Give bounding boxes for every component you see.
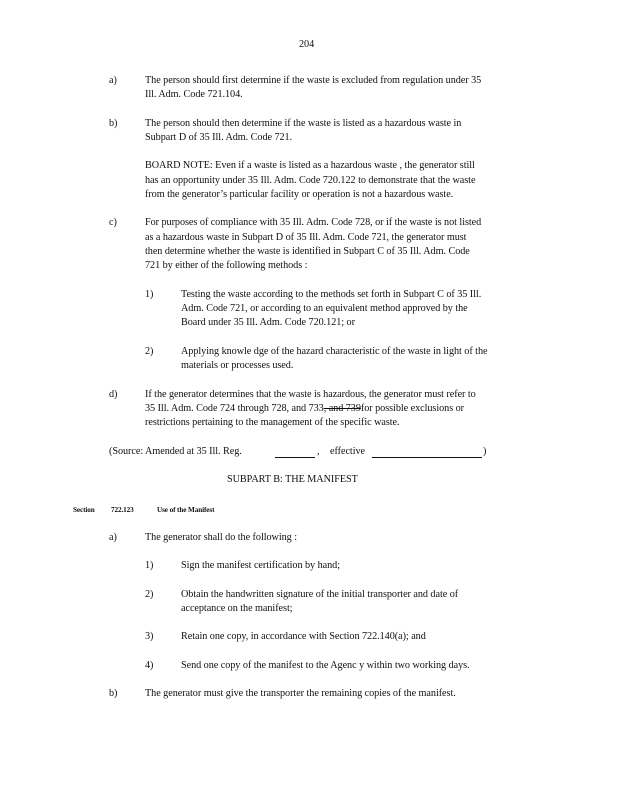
sec-a2-line-1: Obtain the handwritten signature of the initial transporter and date of: [181, 589, 459, 600]
board-note-line-2: has an opportunity under 35 Ill. Adm. Code 720.122 to demonstrate that the waste: [145, 175, 476, 186]
para-c2-line-1: Applying knowle dge of the hazard characteristic of the waste in light of the: [181, 346, 488, 357]
source-separator: ,: [317, 446, 320, 457]
para-c-label: c): [109, 217, 117, 228]
para-b-label: b): [109, 118, 118, 129]
section-label: Section: [73, 506, 95, 514]
section-number: 722.123: [111, 506, 134, 514]
sec-a-label: a): [109, 532, 117, 543]
para-c1-line-1: Testing the waste according to the methods set forth in Subpart C of 35 Ill.: [181, 289, 482, 300]
sec-b-label: b): [109, 688, 118, 699]
source-close: ): [483, 446, 487, 457]
para-a-line-1: The person should first determine if the waste is excluded from regulation under 35: [145, 75, 482, 86]
source-effective-blank: [372, 457, 482, 458]
para-d-line-1: If the generator determines that the waste is hazardous, the generator must refer to: [145, 389, 476, 400]
sec-a4-label: 4): [145, 660, 154, 671]
para-c1-label: 1): [145, 289, 154, 300]
sec-a3-label: 3): [145, 631, 154, 642]
sec-a2-label: 2): [145, 589, 154, 600]
source-reg-blank: [275, 457, 315, 458]
para-a-line-2: Ill. Adm. Code 721.104.: [145, 89, 243, 100]
para-d-line-2-a: 35 Ill. Adm. Code 724 through 728, and 733: [145, 403, 324, 414]
sec-a-text: The generator shall do the following :: [145, 532, 298, 543]
board-note-line-3: from the generator’s particular facility or operation is not a hazardous waste.: [145, 189, 454, 200]
para-d-struck-text: , and 739: [323, 403, 361, 414]
para-c-line-2: as a hazardous waste in Subpart D of 35 Ill. Adm. Code 721, the generator must: [145, 232, 467, 243]
page-number: 204: [299, 39, 315, 50]
para-c-line-4: 721 by either of the following methods :: [145, 260, 308, 271]
sec-a3-text: Retain one copy, in accordance with Section 722.140(a); and: [181, 631, 426, 642]
para-b-line-1: The person should then determine if the waste is listed as a hazardous waste in: [145, 118, 462, 129]
para-b-line-2: Subpart D of 35 Ill. Adm. Code 721.: [145, 132, 293, 143]
source-effective: effective: [330, 446, 365, 457]
para-c2-line-2: materials or processes used.: [181, 360, 294, 371]
source-prefix: (Source: Amended at 35 Ill. Reg.: [109, 446, 242, 457]
para-c-line-3: then determine whether the waste is identified in Subpart C of 35 Ill. Adm. Code: [145, 246, 470, 257]
para-d-line-2-b: for possible exclusions or: [360, 403, 465, 414]
board-note-line-1: BOARD NOTE: Even if a waste is listed as a hazardous waste , the generator still: [145, 160, 475, 171]
para-c1-line-2: Adm. Code 721, or according to an equivalent method approved by the: [181, 303, 468, 314]
para-c1-line-3: Board under 35 Ill. Adm. Code 720.121; or: [181, 317, 355, 328]
para-a-label: a): [109, 75, 117, 86]
para-d-label: d): [109, 389, 118, 400]
subpart-heading: SUBPART B: THE MANIFEST: [227, 474, 358, 485]
sec-a1-label: 1): [145, 560, 154, 571]
sec-b-text: The generator must give the transporter the remaining copies of the manifest.: [145, 688, 456, 699]
sec-a2-line-2: acceptance on the manifest;: [181, 603, 293, 614]
para-d-line-2: [145, 402, 464, 415]
sec-a4-text: Send one copy of the manifest to the Agenc y within two working days.: [181, 660, 470, 671]
sec-a1-text: Sign the manifest certification by hand;: [181, 560, 340, 571]
para-c2-label: 2): [145, 346, 154, 357]
para-c-line-1: For purposes of compliance with 35 Ill. Adm. Code 728, or if the waste is not listed: [145, 217, 482, 228]
para-d-line-3: restrictions pertaining to the management of the specific waste.: [145, 417, 400, 428]
section-title: Use of the Manifest: [157, 506, 215, 514]
